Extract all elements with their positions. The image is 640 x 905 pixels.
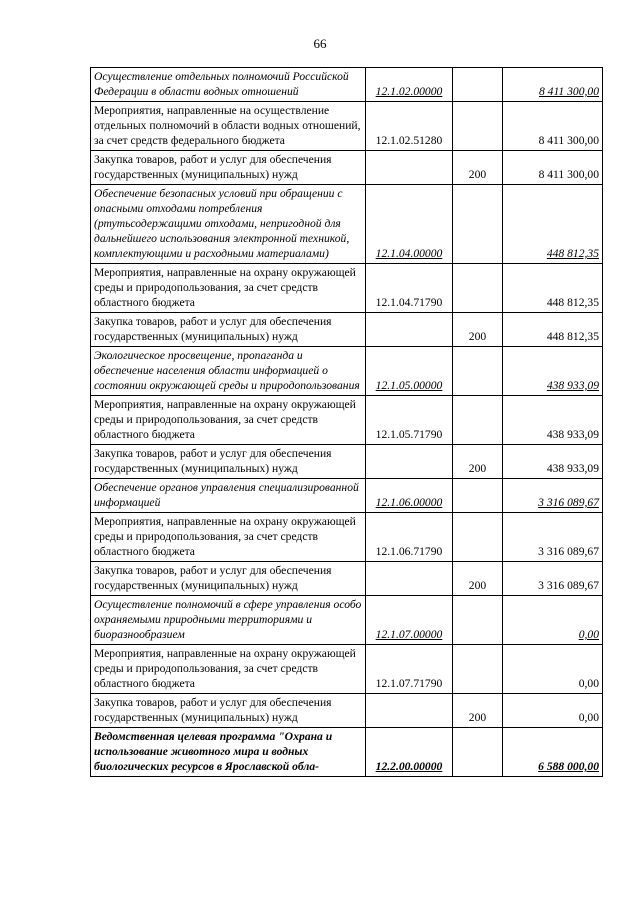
- row-amount-text: 8 411 300,00: [538, 134, 599, 147]
- row-name-text: Мероприятия, направленные на охрану окружающей среды и природопользования, за счет средств областного бюджета: [94, 266, 356, 309]
- table-row: [91, 151, 603, 185]
- row-name-cell: [91, 185, 366, 264]
- row-name-text: Закупка товаров, работ и услуг для обеспечения государственных (муниципальных) нужд: [94, 696, 332, 724]
- row-name-text: Мероприятия, направленные на охрану окружающей среды и природопользования, за счет средств областного бюджета: [94, 647, 356, 690]
- row-name-cell: [91, 102, 366, 151]
- table-row: [91, 264, 603, 313]
- row-expense-type-cell: [453, 264, 503, 313]
- row-name-cell: [91, 562, 366, 596]
- row-name-text: Обеспечение безопасных условий при обращении с опасными отходами потребления (ртутьсодержащими отходами, непригодной для дальнейшего использования электронной техникой, комплектующими и расходными материалами): [94, 187, 350, 260]
- row-amount-text: 3 316 089,67: [538, 579, 599, 592]
- row-expense-type-text: 200: [468, 579, 487, 592]
- row-amount-cell: [503, 347, 603, 396]
- row-code-text: 12.1.07.00000: [375, 628, 443, 641]
- row-code-cell: [366, 102, 453, 151]
- row-amount-text: 8 411 300,00: [538, 168, 599, 181]
- table-row: [91, 596, 603, 645]
- row-expense-type-text: 200: [468, 462, 487, 475]
- row-name-text: Закупка товаров, работ и услуг для обеспечения государственных (муниципальных) нужд: [94, 315, 332, 343]
- row-amount-text: 0,00: [578, 628, 599, 641]
- row-amount-cell: [503, 396, 603, 445]
- row-code-cell: [366, 151, 453, 185]
- row-amount-cell: [503, 185, 603, 264]
- row-amount-cell: [503, 513, 603, 562]
- row-amount-text: 448 812,35: [546, 247, 599, 260]
- row-code-text: 12.1.04.00000: [375, 247, 443, 260]
- row-code-text: 12.1.05.71790: [375, 428, 443, 441]
- table-row: [91, 479, 603, 513]
- row-code-cell: [366, 513, 453, 562]
- row-amount-text: 0,00: [578, 677, 599, 690]
- row-name-text: Осуществление отдельных полномочий Российской Федерации в области водных отношений: [94, 70, 349, 98]
- row-code-cell: [366, 596, 453, 645]
- row-name-text: Закупка товаров, работ и услуг для обеспечения государственных (муниципальных) нужд: [94, 564, 332, 592]
- row-expense-type-cell: [453, 694, 503, 728]
- row-code-cell: [366, 313, 453, 347]
- row-amount-cell: [503, 479, 603, 513]
- row-amount-text: 0,00: [578, 711, 599, 724]
- row-expense-type-cell: [453, 185, 503, 264]
- row-amount-cell: [503, 645, 603, 694]
- row-name-cell: [91, 313, 366, 347]
- row-name-cell: [91, 728, 366, 777]
- row-expense-type-cell: [453, 102, 503, 151]
- row-code-cell: [366, 68, 453, 102]
- row-amount-cell: [503, 68, 603, 102]
- row-name-cell: [91, 479, 366, 513]
- row-code-text: 12.1.05.00000: [375, 379, 443, 392]
- row-code-text: 12.2.00.00000: [375, 760, 443, 773]
- row-code-text: 12.1.02.00000: [375, 85, 443, 98]
- row-name-text: Обеспечение органов управления специализированной информацией: [94, 481, 359, 509]
- row-amount-text: 438 933,09: [546, 428, 599, 441]
- row-expense-type-cell: [453, 513, 503, 562]
- row-expense-type-cell: [453, 728, 503, 777]
- row-name-text: Закупка товаров, работ и услуг для обеспечения государственных (муниципальных) нужд: [94, 153, 332, 181]
- row-amount-text: 438 933,09: [546, 379, 599, 392]
- row-expense-type-cell: [453, 313, 503, 347]
- row-name-text: Мероприятия, направленные на осуществление отдельных полномочий в области водных отношений, за счет средств федерального бюджета: [94, 104, 361, 147]
- row-code-cell: [366, 694, 453, 728]
- row-code-text: 12.1.04.71790: [375, 296, 443, 309]
- row-amount-text: 3 316 089,67: [538, 545, 599, 558]
- row-name-cell: [91, 445, 366, 479]
- row-amount-text: 438 933,09: [546, 462, 599, 475]
- row-expense-type-cell: [453, 562, 503, 596]
- row-code-cell: [366, 728, 453, 777]
- row-name-cell: [91, 694, 366, 728]
- row-code-cell: [366, 264, 453, 313]
- row-amount-cell: [503, 728, 603, 777]
- row-expense-type-cell: [453, 596, 503, 645]
- row-code-cell: [366, 562, 453, 596]
- row-code-cell: [366, 445, 453, 479]
- row-name-cell: [91, 396, 366, 445]
- row-name-text: Закупка товаров, работ и услуг для обеспечения государственных (муниципальных) нужд: [94, 447, 332, 475]
- row-amount-cell: [503, 596, 603, 645]
- row-expense-type-cell: [453, 347, 503, 396]
- table-row: [91, 562, 603, 596]
- row-code-cell: [366, 347, 453, 396]
- row-code-text: 12.1.07.71790: [375, 677, 443, 690]
- row-name-cell: [91, 68, 366, 102]
- row-code-cell: [366, 396, 453, 445]
- budget-table: [90, 67, 603, 777]
- row-name-cell: [91, 347, 366, 396]
- row-amount-text: 8 411 300,00: [538, 85, 599, 98]
- row-amount-cell: [503, 313, 603, 347]
- row-code-text: 12.1.02.51280: [375, 134, 443, 147]
- row-code-text: 12.1.06.00000: [375, 496, 443, 509]
- row-amount-text: 3 316 089,67: [538, 496, 599, 509]
- page-number: 66: [313, 36, 327, 51]
- row-amount-cell: [503, 102, 603, 151]
- table-row: [91, 445, 603, 479]
- row-expense-type-text: 200: [468, 168, 487, 181]
- row-amount-cell: [503, 264, 603, 313]
- table-row: [91, 185, 603, 264]
- table-row: [91, 728, 603, 777]
- row-expense-type-text: 200: [468, 711, 487, 724]
- row-amount-text: 6 588 000,00: [538, 760, 599, 773]
- table-row: [91, 694, 603, 728]
- row-expense-type-cell: [453, 151, 503, 185]
- row-expense-type-cell: [453, 68, 503, 102]
- row-expense-type-cell: [453, 396, 503, 445]
- table-row: [91, 645, 603, 694]
- row-amount-cell: [503, 694, 603, 728]
- table-row: [91, 513, 603, 562]
- row-code-text: 12.1.06.71790: [375, 545, 443, 558]
- row-expense-type-cell: [453, 645, 503, 694]
- table-row: [91, 68, 603, 102]
- row-expense-type-cell: [453, 445, 503, 479]
- row-code-cell: [366, 185, 453, 264]
- row-amount-cell: [503, 445, 603, 479]
- table-row: [91, 396, 603, 445]
- row-amount-cell: [503, 151, 603, 185]
- row-name-cell: [91, 596, 366, 645]
- row-code-cell: [366, 645, 453, 694]
- row-amount-cell: [503, 562, 603, 596]
- row-name-text: Осуществление полномочий в сфере управления особо охраняемыми природными территориями и биоразнообразием: [94, 598, 362, 641]
- row-name-text: Мероприятия, направленные на охрану окружающей среды и природопользования, за счет средств областного бюджета: [94, 398, 356, 441]
- row-expense-type-text: 200: [468, 330, 487, 343]
- row-code-cell: [366, 479, 453, 513]
- row-name-text: Экологическое просвещение, пропаганда и обеспечение населения области информацией о состоянии окружающей среды и природопользования: [94, 349, 360, 392]
- row-amount-text: 448 812,35: [546, 296, 599, 309]
- row-name-text: Ведомственная целевая программа "Охрана и использование животного мира и водных биологических ресурсов в Ярославской обла-: [94, 730, 333, 773]
- row-name-cell: [91, 645, 366, 694]
- budget-table-body: [91, 68, 603, 777]
- row-name-cell: [91, 151, 366, 185]
- table-row: [91, 313, 603, 347]
- row-name-text: Мероприятия, направленные на охрану окружающей среды и природопользования, за счет средств областного бюджета: [94, 515, 356, 558]
- row-name-cell: [91, 513, 366, 562]
- table-row: [91, 347, 603, 396]
- row-expense-type-cell: [453, 479, 503, 513]
- row-name-cell: [91, 264, 366, 313]
- table-row: [91, 102, 603, 151]
- row-amount-text: 448 812,35: [546, 330, 599, 343]
